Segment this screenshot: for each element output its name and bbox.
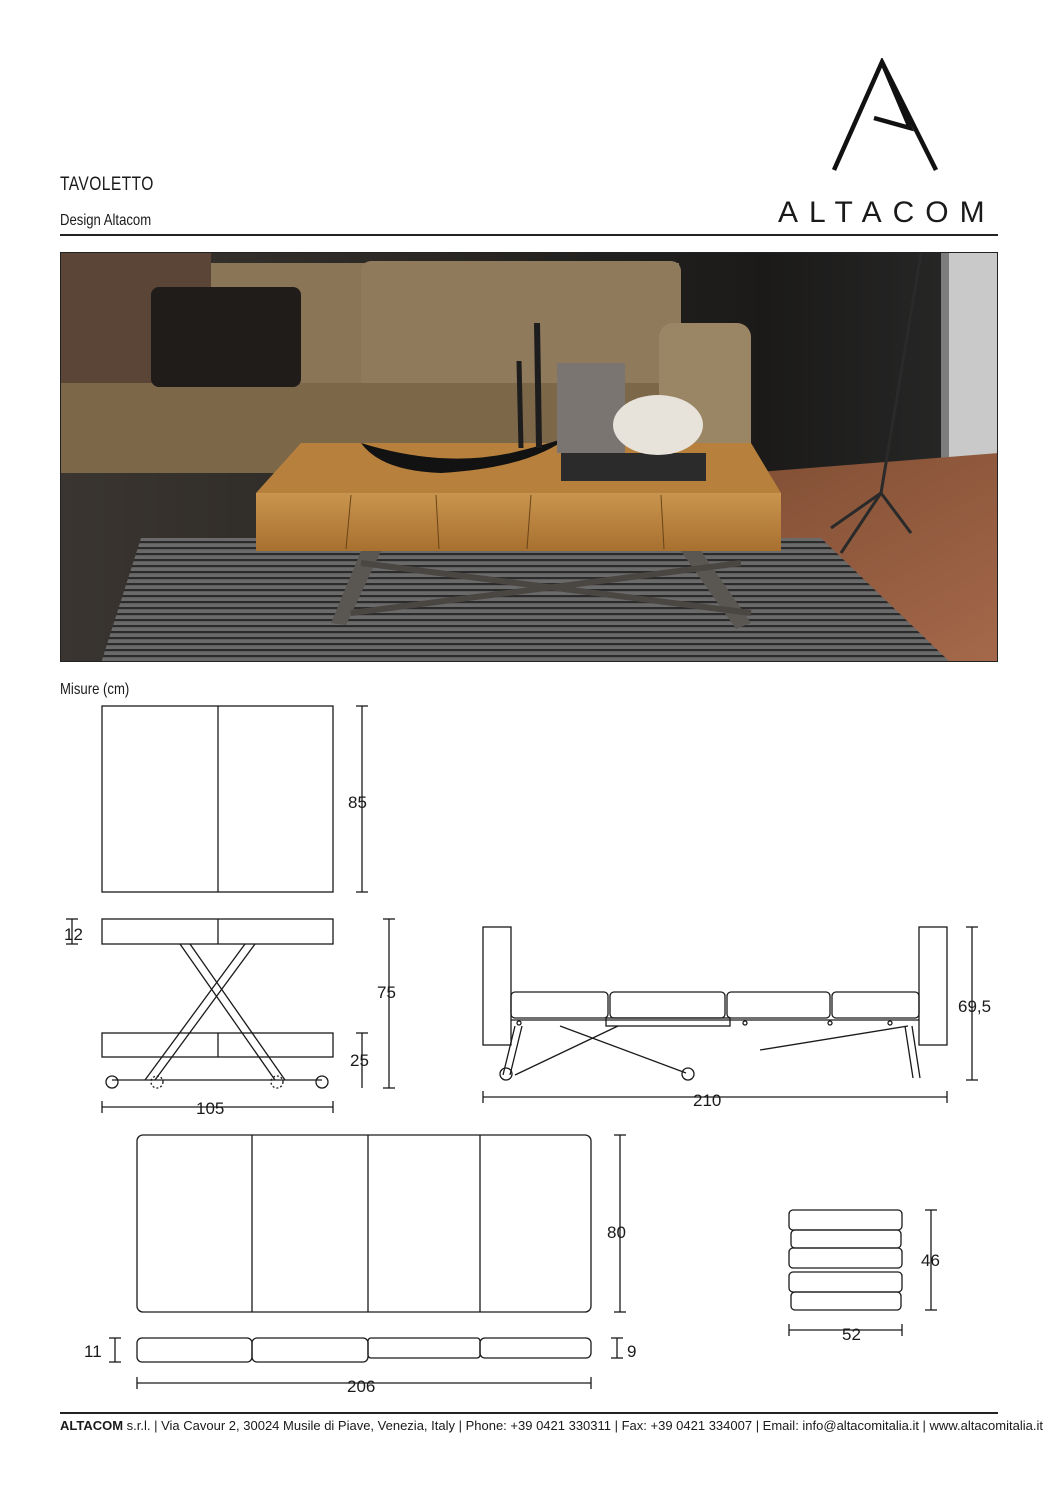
dim-folded-left-thickness: 11 [84, 1342, 102, 1361]
measurements-label: Misure (cm) [60, 681, 130, 698]
brand-name: ALTACOM [778, 196, 996, 229]
dim-side-height: 75 [377, 983, 396, 1002]
footer-divider [60, 1412, 998, 1414]
product-title: TAVOLETTO [60, 174, 154, 195]
footer-company: ALTACOM [60, 1418, 124, 1433]
dim-folded-right-thickness: 9 [627, 1342, 637, 1361]
dim-top-depth: 85 [348, 793, 367, 812]
footer-contact [60, 1418, 1043, 1433]
dim-bed-length: 210 [693, 1091, 722, 1110]
product-designer: Design Altacom [60, 212, 152, 229]
dim-side-width: 105 [196, 1099, 225, 1118]
dim-bed-height: 69,5 [958, 997, 992, 1016]
footer-details: s.r.l. | Via Cavour 2, 30024 Musile di Piave, Venezia, Italy | Phone: +39 0421 330311 | Fax: +39 0421 334007 | Email: info@altacomitalia.it | www.altacomitalia.it [123, 1418, 1043, 1433]
dim-low-height: 25 [350, 1051, 369, 1070]
dim-folded-depth: 80 [607, 1223, 626, 1242]
dim-stack-height: 46 [921, 1251, 940, 1270]
dim-folded-length: 206 [347, 1377, 376, 1396]
dim-top-thickness: 12 [64, 925, 83, 944]
dim-stack-width: 52 [842, 1325, 861, 1344]
